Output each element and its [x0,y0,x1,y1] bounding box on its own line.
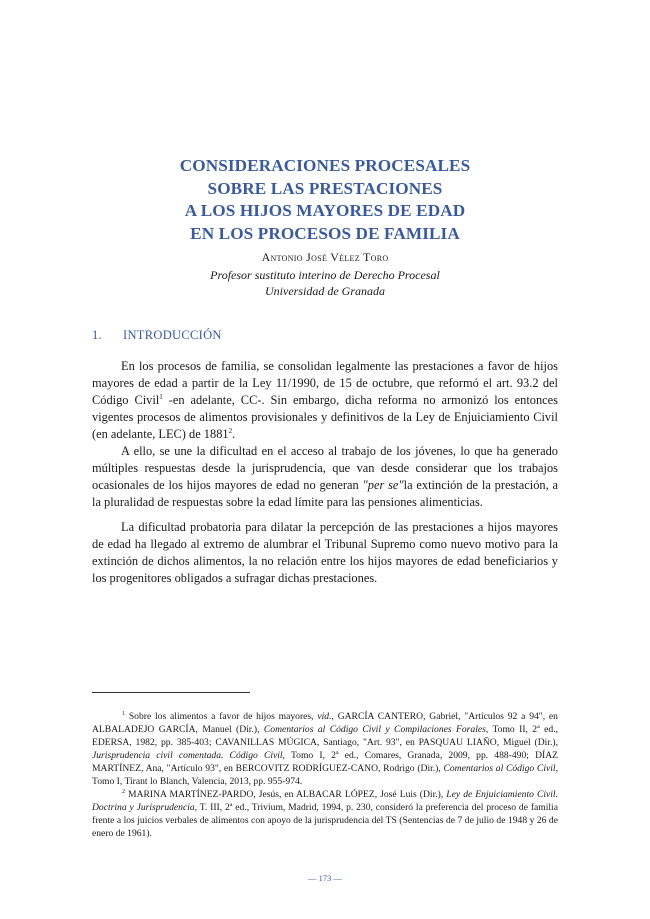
emphasis: Comentarios al Código Civil y Compilaciones Forales [263,723,486,735]
page-number: — 173 — [308,873,342,883]
emphasis: vid. [317,711,332,722]
text-run: la extinción de la prestación, a la pluralidad de respuestas sobre la edad límite para las pensiones alimenticias. [92,478,559,510]
text-run: , GARCÍA CANTERO, Gabriel, "Artículos 92 a 94", en ALBALADEJO GARCÍA, Manuel (Dir.), [92,711,558,735]
footnote-number: 2 [122,789,125,796]
paragraph-1 [92,358,558,443]
text-run: . [232,427,236,442]
text-run: , Tomo II, 2ª ed., EDERSA, 1982, pp. 385-403; CAVANILLAS MÚGICA, Santiago, "Art. 93", en PASQUAU LIAÑO, Miguel (Dir.), [92,723,558,748]
title-line: SOBRE LAS PRESTACIONES [207,178,443,198]
section-heading [92,328,222,343]
emphasis: "per se" [362,478,404,493]
footnote-ref[interactable]: 1 [159,393,163,402]
title-line: A LOS HIJOS MAYORES DE EDAD [184,201,466,220]
text-run: , Tomo I, 2ª ed., Comares, Granada, 2009, pp. 488-490; DÍAZ MARTÍNEZ, Ana, "Artículo 93", en BERCOVITZ RODRÍGUEZ-CANO, Rodrigo (Dir.), [92,749,558,774]
footnote-ref[interactable]: 2 [228,427,233,436]
article-title [0,155,650,245]
section-title: INTRODUCCIÓN [123,328,222,342]
section-number: 1. [92,328,102,342]
author-institution: Universidad de Granada [265,284,385,298]
paragraph-3 [92,519,558,587]
footnote-1 [92,711,558,788]
footnote-number: 1 [122,710,125,717]
text-run: , Tomo I, Tirant lo Blanch, Valencia, 2013, pp. 955-974. [92,762,558,787]
author-name: Antonio José Vélez Toro [261,250,389,264]
text-run: , T. III, 2ª ed., Trivium, Madrid, 1994, p. 230, consideró la preferencia del proceso de familia frente a los juicios verbales de alimentos con apoyo de la jurisprudencia del TS (Sentencias de 7 de julio de 1948 y 26 de enero de 1961). [92,802,558,840]
text-run: En los procesos de familia, se consolidan legalmente las prestaciones a favor de hijos mayores de edad a partir de la Ley 11/1990, de 15 de octubre, que reformó el art. 93.2 del Código Civil [92,359,558,408]
emphasis: Jurisprudencia civil comentada. Código Civil [92,749,283,761]
emphasis: Comentarios al Código Civil [443,762,556,774]
text-run: Sobre los alimentos a favor de hijos mayores, [125,711,318,722]
footnote-separator [92,692,250,693]
text-run: La dificultad probatoria para dilatar la percepción de las prestaciones a hijos mayores de edad ha llegado al extremo de alumbrar el Tribunal Supremo como nuevo motivo para la extinción de dichos alimentos, la no relación entre los hijos mayores de edad beneficiarios y los progenitores obligados a sufragar dichas prestaciones. [92,520,558,586]
footnotes [92,711,558,842]
title-line: EN LOS PROCESOS DE FAMILIA [190,223,460,243]
text-run: -en adelante, CC-. Sin embargo, dicha reforma no armonizó los entonces vigentes procesos de alimentos provisionales y definitivos de la Ley de Enjuiciamiento Civil (en adelante, LEC) de 1881 [92,393,558,442]
paragraph-2 [92,443,558,511]
text-run: MARINA MARTÍNEZ-PARDO, Jesús, en ALBACAR LÓPEZ, José Luis (Dir.), [125,789,447,801]
author-position: Profesor sustituto interino de Derecho Procesal [210,268,440,282]
title-line: CONSIDERACIONES PROCESALES [179,156,471,175]
text-run: A ello, se une la dificultad en el acceso al trabajo de los jóvenes, lo que ha generado múltiples respuestas desde la jurisprudencia, que van desde considerar que los trabajos ocasionales de los hijos mayores de edad no generan [92,444,558,493]
emphasis: Ley de Enjuiciamiento Civil. Doctrina y Jurisprudencia [92,789,558,814]
footnote-2 [92,789,558,841]
